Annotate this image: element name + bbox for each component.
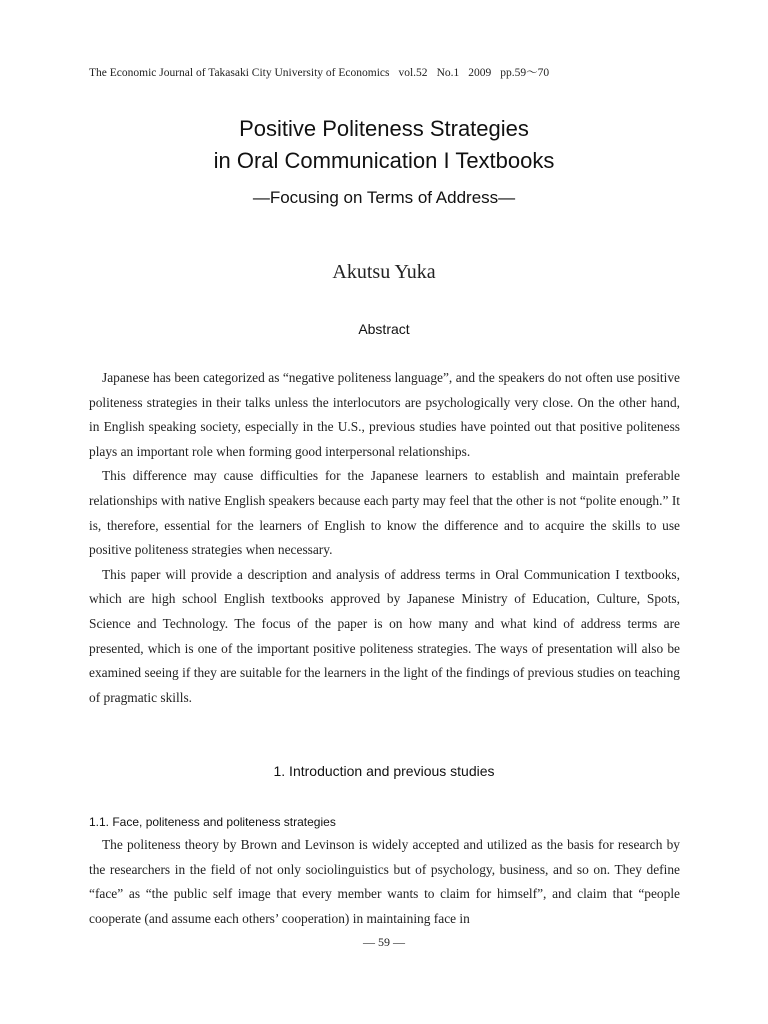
journal-year: 2009: [468, 67, 492, 79]
journal-number: No.1: [436, 67, 460, 79]
page-number: ― 59 ―: [363, 935, 405, 949]
paper-title-line-1: Positive Politeness Strategies: [239, 116, 529, 141]
abstract-paragraph: Japanese has been categorized as “negative politeness language”, and the speakers do not often use positive politeness strategies in their talks unless the interlocutors are psychologically very close. On the other hand, in English speaking society, especially in the U.S., previous studies have pointed out that positive politeness plays an important role when forming good interpersonal relationships.: [89, 370, 680, 459]
paper-title-line-2: in Oral Communication I Textbooks: [213, 148, 555, 173]
abstract-body: [89, 366, 680, 710]
section-body: [89, 833, 680, 931]
section-heading: 1. Introduction and previous studies: [273, 763, 495, 779]
subsection-heading: 1.1. Face, politeness and politeness strategies: [89, 815, 336, 829]
abstract-heading: Abstract: [358, 321, 410, 337]
journal-volume: vol.52: [398, 67, 428, 79]
journal-pages: pp.59～70: [500, 67, 550, 79]
author-name: Akutsu Yuka: [332, 261, 436, 283]
body-paragraph: The politeness theory by Brown and Levinson is widely accepted and utilized as the basis for research by the researchers in the field of not only sociolinguistics but of psychology, business, and so on. They define “face” as “the public self image that every member wants to claim for himself”, and claim that “people cooperate (and assume each others’ cooperation) in maintaining face in: [89, 837, 680, 926]
running-head: [89, 64, 689, 80]
abstract-paragraph: This paper will provide a description and analysis of address terms in Oral Communication I textbooks, which are high school English textbooks approved by Japanese Ministry of Education, Culture, Spots, Science and Technology. The focus of the paper is on how many and what kind of address terms are presented, which is one of the important positive politeness strategies. The ways of presentation will also be examined seeing if they are suitable for the learners in the light of the findings of previous studies on teaching of pragmatic skills.: [89, 566, 680, 705]
paper-subtitle: ―Focusing on Terms of Address―: [252, 188, 516, 207]
journal-name: The Economic Journal of Takasaki City University of Economics: [89, 67, 390, 79]
abstract-paragraph: This difference may cause difficulties for the Japanese learners to establish and maintain preferable relationships with native English speakers because each party may feel that the other is not “polite enough.” It is, therefore, essential for the learners of English to know the difference and to acquire the skills to use positive politeness strategies when necessary.: [89, 468, 680, 558]
